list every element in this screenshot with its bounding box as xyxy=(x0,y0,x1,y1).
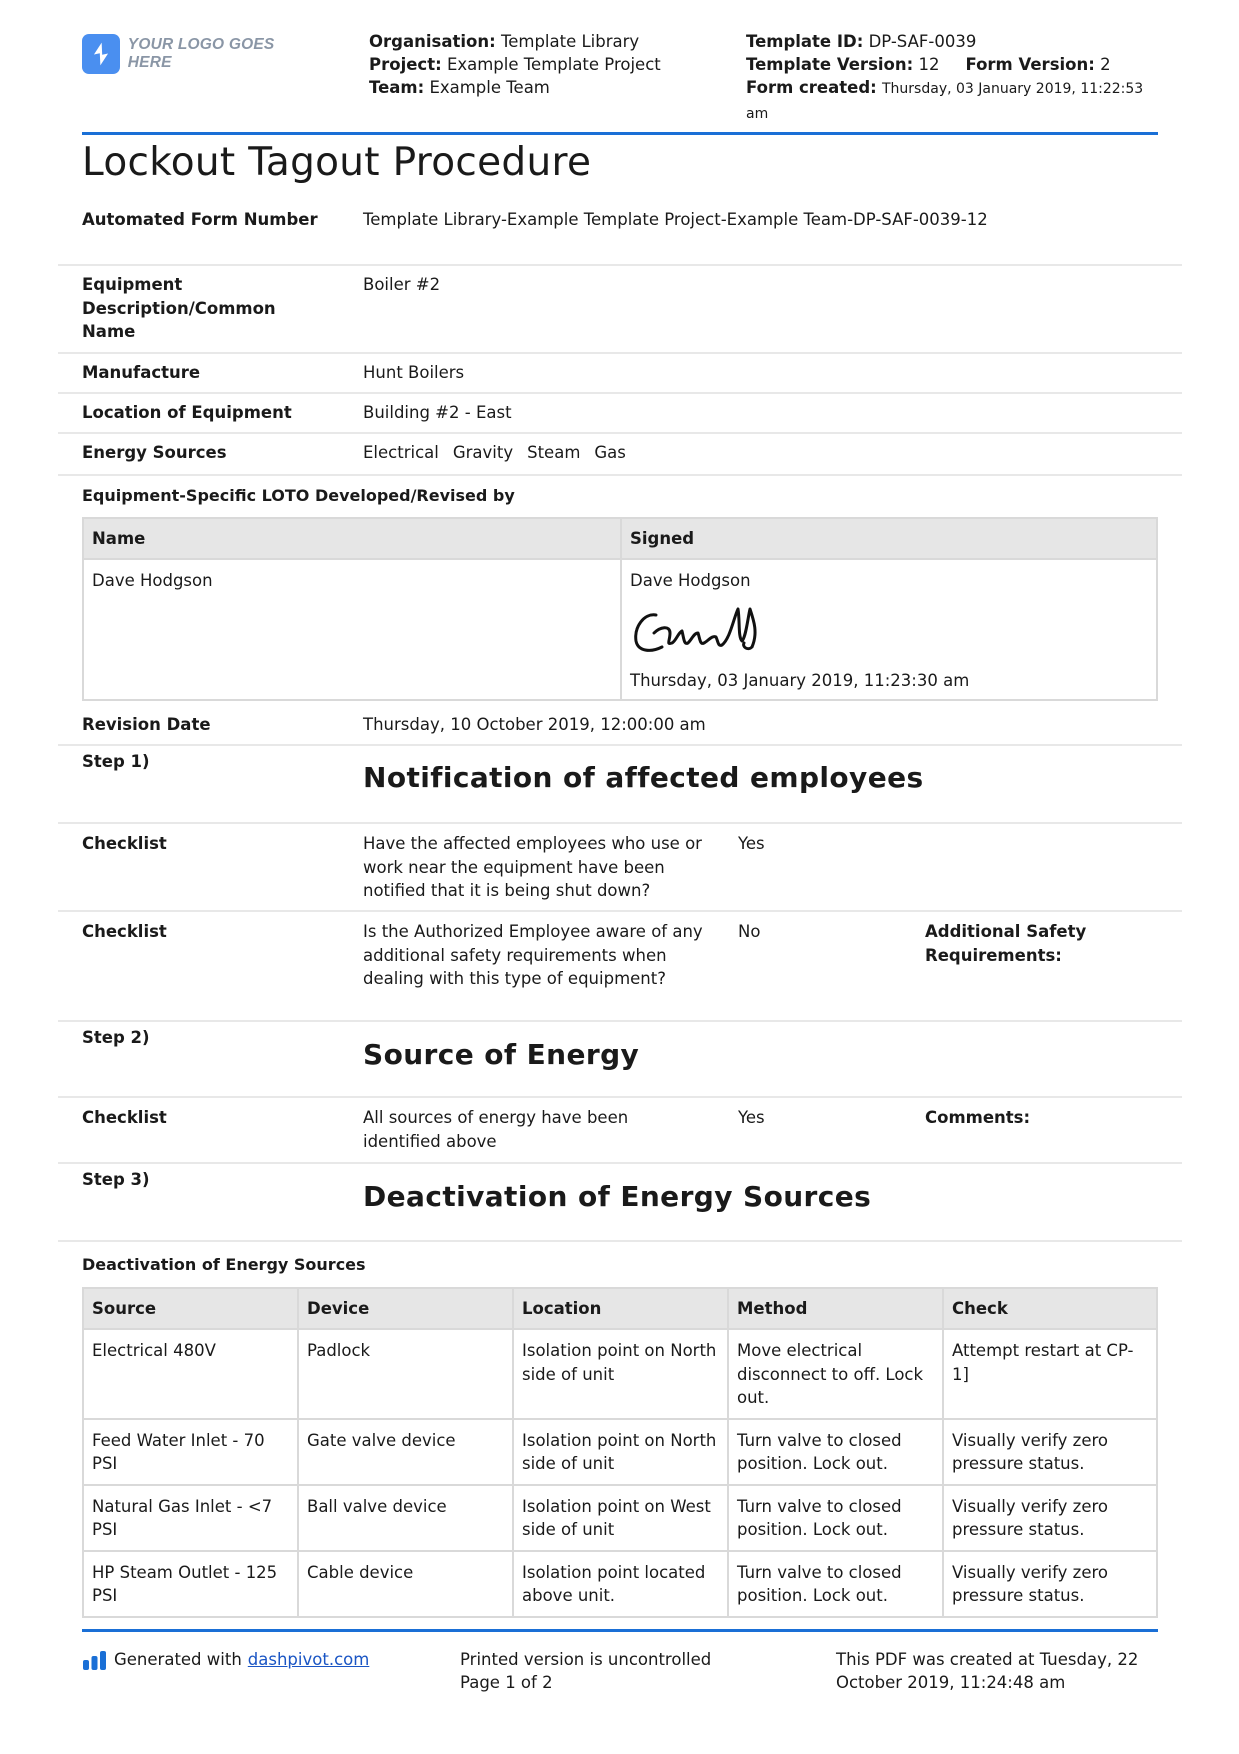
energy-source: Gravity xyxy=(452,443,514,462)
table-row xyxy=(83,1419,1157,1485)
logo-text: YOUR LOGO GOES HERE xyxy=(127,36,275,71)
checklist-row xyxy=(58,824,1182,912)
cell-device: Gate valve device xyxy=(298,1419,513,1485)
cell-source: HP Steam Outlet - 125 PSI xyxy=(83,1551,298,1617)
organisation-value: Template Library xyxy=(500,32,640,51)
checklist-answer: Yes xyxy=(738,1108,765,1127)
table-row xyxy=(83,1551,1157,1617)
checklist-row xyxy=(58,912,1182,1022)
column-header-device: Device xyxy=(298,1288,513,1329)
row-automated-form-number xyxy=(58,198,1182,266)
team-value: Example Team xyxy=(429,78,550,97)
checklist-question: Have the affected employees who use or work near the equipment have been notified that it is being shut down? xyxy=(363,834,702,900)
pdf-created-info: This PDF was created at Tuesday, 22 October 2019, 11:24:48 am xyxy=(836,1650,1139,1692)
field-label: Automated Form Number xyxy=(82,210,318,229)
cell-method: Turn valve to closed position. Lock out. xyxy=(728,1485,943,1551)
dashpivot-logo-icon xyxy=(82,1650,108,1670)
cell-device: Padlock xyxy=(298,1329,513,1419)
row-manufacture xyxy=(58,354,1182,394)
step-heading: Deactivation of Energy Sources xyxy=(363,1180,872,1213)
footer-print-info xyxy=(460,1648,711,1694)
template-version-label: Template Version: xyxy=(746,55,914,74)
row-energy-sources xyxy=(58,434,1182,476)
cell-source: Feed Water Inlet - 70 PSI xyxy=(83,1419,298,1485)
organisation-label: Organisation: xyxy=(369,32,496,51)
form-created-label: Form created: xyxy=(746,78,877,97)
step-3-row xyxy=(58,1164,1182,1242)
checklist-label: Checklist xyxy=(82,922,167,941)
energy-source: Gas xyxy=(594,443,626,462)
checklist-row xyxy=(58,1098,1182,1164)
checklist-label: Checklist xyxy=(82,834,167,853)
cell-check: Visually verify zero pressure status. xyxy=(943,1419,1157,1485)
field-value: Thursday, 10 October 2019, 12:00:00 am xyxy=(363,715,706,734)
checklist-label: Checklist xyxy=(82,1108,167,1127)
template-id-value: DP-SAF-0039 xyxy=(868,32,977,51)
form-created-value: Thursday, 03 January 2019, 11:22:53 am xyxy=(746,81,1144,122)
developed-section-label: Equipment-Specific LOTO Developed/Revised by xyxy=(82,486,515,505)
field-value: Template Library-Example Template Project-Example Team-DP-SAF-0039-12 xyxy=(363,210,988,229)
form-version-value: 2 xyxy=(1100,55,1111,74)
field-label: Revision Date xyxy=(82,715,211,734)
step-label: Step 1) xyxy=(82,752,150,771)
comments-label: Comments: xyxy=(925,1108,1031,1127)
logo-icon xyxy=(82,34,120,74)
team-label: Team: xyxy=(369,78,425,97)
cell-location: Isolation point on North side of unit xyxy=(513,1329,728,1419)
field-label: Energy Sources xyxy=(82,443,227,462)
uncontrolled-notice: Printed version is uncontrolled xyxy=(460,1650,712,1669)
cell-method: Turn valve to closed position. Lock out. xyxy=(728,1551,943,1617)
signed-cell xyxy=(621,559,1157,700)
row-location xyxy=(58,394,1182,434)
field-value: Hunt Boilers xyxy=(363,363,465,382)
signer-name: Dave Hodgson xyxy=(630,571,751,590)
field-value: Building #2 - East xyxy=(363,403,512,422)
step-1-row xyxy=(58,746,1182,824)
table-row xyxy=(83,1329,1157,1419)
energy-source: Electrical xyxy=(363,443,439,462)
energy-source: Steam xyxy=(527,443,581,462)
table-row xyxy=(83,1485,1157,1551)
cell-check: Visually verify zero pressure status. xyxy=(943,1551,1157,1617)
cell-method: Turn valve to closed position. Lock out. xyxy=(728,1419,943,1485)
column-header-check: Check xyxy=(943,1288,1157,1329)
energy-sources-list xyxy=(363,441,640,465)
signed-date: Thursday, 03 January 2019, 11:23:30 am xyxy=(630,670,970,690)
developer-name-cell xyxy=(83,559,621,700)
template-version-value: 12 xyxy=(918,55,940,74)
field-label: Equipment Description/Common Name xyxy=(82,275,276,341)
step-heading: Notification of affected employees xyxy=(363,761,924,794)
additional-safety-label: Additional Safety Requirements: xyxy=(925,922,1087,965)
column-header-method: Method xyxy=(728,1288,943,1329)
step-heading: Source of Energy xyxy=(363,1038,640,1071)
footer-generated xyxy=(82,1648,369,1671)
cell-location: Isolation point on North side of unit xyxy=(513,1419,728,1485)
cell-source: Natural Gas Inlet - <7 PSI xyxy=(83,1485,298,1551)
dashpivot-link[interactable]: dashpivot.com xyxy=(247,1650,370,1669)
field-label: Location of Equipment xyxy=(82,403,292,422)
field-label: Manufacture xyxy=(82,363,201,382)
cell-device: Ball valve device xyxy=(298,1485,513,1551)
cell-location: Isolation point on West side of unit xyxy=(513,1485,728,1551)
column-header-name: Name xyxy=(83,518,621,559)
step-label: Step 3) xyxy=(82,1170,150,1189)
header-divider xyxy=(82,132,1158,135)
cell-check: Visually verify zero pressure status. xyxy=(943,1485,1157,1551)
header-project-info xyxy=(369,30,661,99)
column-header-signed: Signed xyxy=(621,518,1157,559)
step-label: Step 2) xyxy=(82,1028,150,1047)
field-value: Boiler #2 xyxy=(363,275,441,294)
developed-by-table xyxy=(82,517,1158,701)
project-label: Project: xyxy=(369,55,442,74)
cell-location: Isolation point located above unit. xyxy=(513,1551,728,1617)
developer-name: Dave Hodgson xyxy=(92,571,213,590)
column-header-location: Location xyxy=(513,1288,728,1329)
cell-device: Cable device xyxy=(298,1551,513,1617)
project-value: Example Template Project xyxy=(446,55,661,74)
checklist-question: Is the Authorized Employee aware of any additional safety requirements when dealing with this type of equipment? xyxy=(363,922,703,988)
generated-with-text: Generated with xyxy=(114,1650,242,1669)
deactivation-table xyxy=(82,1287,1158,1618)
checklist-question: All sources of energy have been identified above xyxy=(363,1108,629,1151)
company-logo xyxy=(82,33,312,75)
step-2-row xyxy=(58,1022,1182,1098)
checklist-answer: Yes xyxy=(738,834,765,853)
row-revision-date xyxy=(58,704,1182,746)
cell-check: Attempt restart at CP-1] xyxy=(943,1329,1157,1419)
page-number: Page 1 of 2 xyxy=(460,1673,553,1692)
column-header-source: Source xyxy=(83,1288,298,1329)
row-equipment xyxy=(58,266,1182,354)
signature-image xyxy=(630,603,762,661)
footer-divider xyxy=(82,1629,1158,1632)
deactivation-section-label: Deactivation of Energy Sources xyxy=(82,1255,366,1274)
page-title: Lockout Tagout Procedure xyxy=(82,140,592,185)
header-template-info xyxy=(746,30,1166,126)
form-version-label: Form Version: xyxy=(965,55,1095,74)
checklist-answer: No xyxy=(738,922,761,941)
template-id-label: Template ID: xyxy=(746,32,864,51)
cell-source: Electrical 480V xyxy=(83,1329,298,1419)
cell-method: Move electrical disconnect to off. Lock out. xyxy=(728,1329,943,1419)
